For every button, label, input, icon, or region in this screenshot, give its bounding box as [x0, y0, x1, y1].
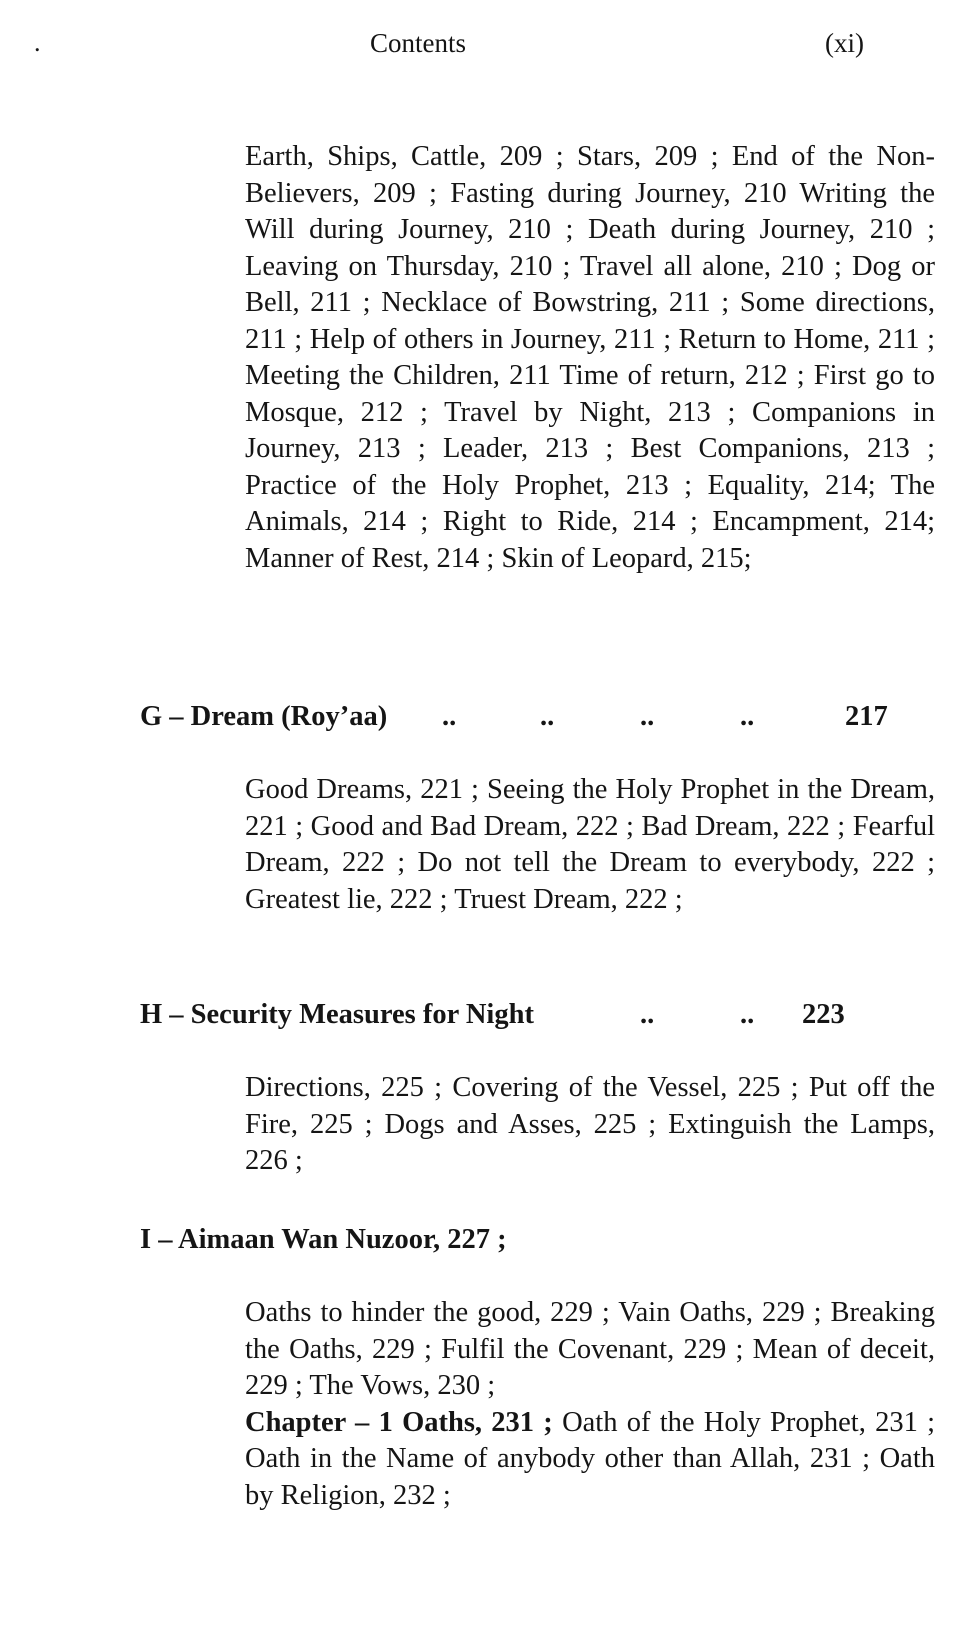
- chapter-1-entries: Oath of the Holy Prophet, 231 ; Oath in the Name of anybody other than Allah, 231 ; Oath by Religion, 232 ;: [245, 1406, 935, 1511]
- section-f-entries: Earth, Ships, Cattle, 209 ; Stars, 209 ; End of the Non-Believers, 209 ; Fasting during Journey, 210 Writing the Will during Journey, 210 ; Death during Journey, 210 ; Leaving on Thursday, 210 ; Travel all alone, 210 ; Dog or Bell, 211 ; Necklace of Bowstring, 211 ; Some directions, 211 ; Help of others in Journey, 211 ; Return to Home, 211 ; Meeting the Children, 211 Time of return, 212 ; First go to Mosque, 212 ; Travel by Night, 213 ; Companions in Journey, 213 ; Leader, 213 ; Best Companions, 213 ; Practice of the Holy Prophet, 213 ; Equality, 214; The Animals, 214 ; Right to Ride, 214 ; Encampment, 214; Manner of Rest, 214 ; Skin of Leopard, 215;: [245, 141, 935, 574]
- section-h-page: 223: [802, 999, 845, 1030]
- section-h-title: H – Security Measures for Night: [140, 999, 534, 1030]
- section-i-title: I – Aimaan Wan Nuzoor, 227 ;: [140, 1224, 507, 1255]
- section-g-leader: ..: [640, 701, 655, 732]
- chapter-1-entry: [245, 1405, 935, 1515]
- section-g-leader: ..: [442, 701, 457, 732]
- section-g-heading: [140, 697, 940, 737]
- section-i-block: [245, 1295, 935, 1514]
- section-i-heading: [140, 1220, 507, 1260]
- section-g-leader: ..: [540, 701, 555, 732]
- section-g-leader: ..: [740, 701, 755, 732]
- section-g-page: 217: [845, 701, 888, 732]
- section-h-heading: [140, 995, 940, 1035]
- section-g-title: G – Dream (Roy’aa): [140, 701, 388, 732]
- page-number: (xi): [825, 28, 864, 58]
- chapter-1-lead: Chapter – 1 Oaths, 231 ;: [245, 1406, 553, 1438]
- stray-dot-mark: .: [34, 28, 41, 57]
- section-h-leader: ..: [740, 999, 755, 1030]
- running-title: Contents: [370, 28, 467, 58]
- section-h-leader: ..: [640, 999, 655, 1030]
- section-g-entries: Good Dreams, 221 ; Seeing the Holy Prophet in the Dream, 221 ; Good and Bad Dream, 222 ; Bad Dream, 222 ; Fearful Dream, 222 ; Do not tell the Dream to everybody, 222 ; Greatest lie, 222 ; Truest Dream, 222 ;: [245, 774, 935, 915]
- section-h-entries: Directions, 225 ; Covering of the Vessel, 225 ; Put off the Fire, 225 ; Dogs and Asses, 225 ; Extinguish the Lamps, 226 ;: [245, 1072, 935, 1176]
- section-i-entries: Oaths to hinder the good, 229 ; Vain Oaths, 229 ; Breaking the Oaths, 229 ; Fulfil the Covenant, 229 ; Mean of deceit, 229 ; The Vows, 230 ;: [245, 1297, 935, 1401]
